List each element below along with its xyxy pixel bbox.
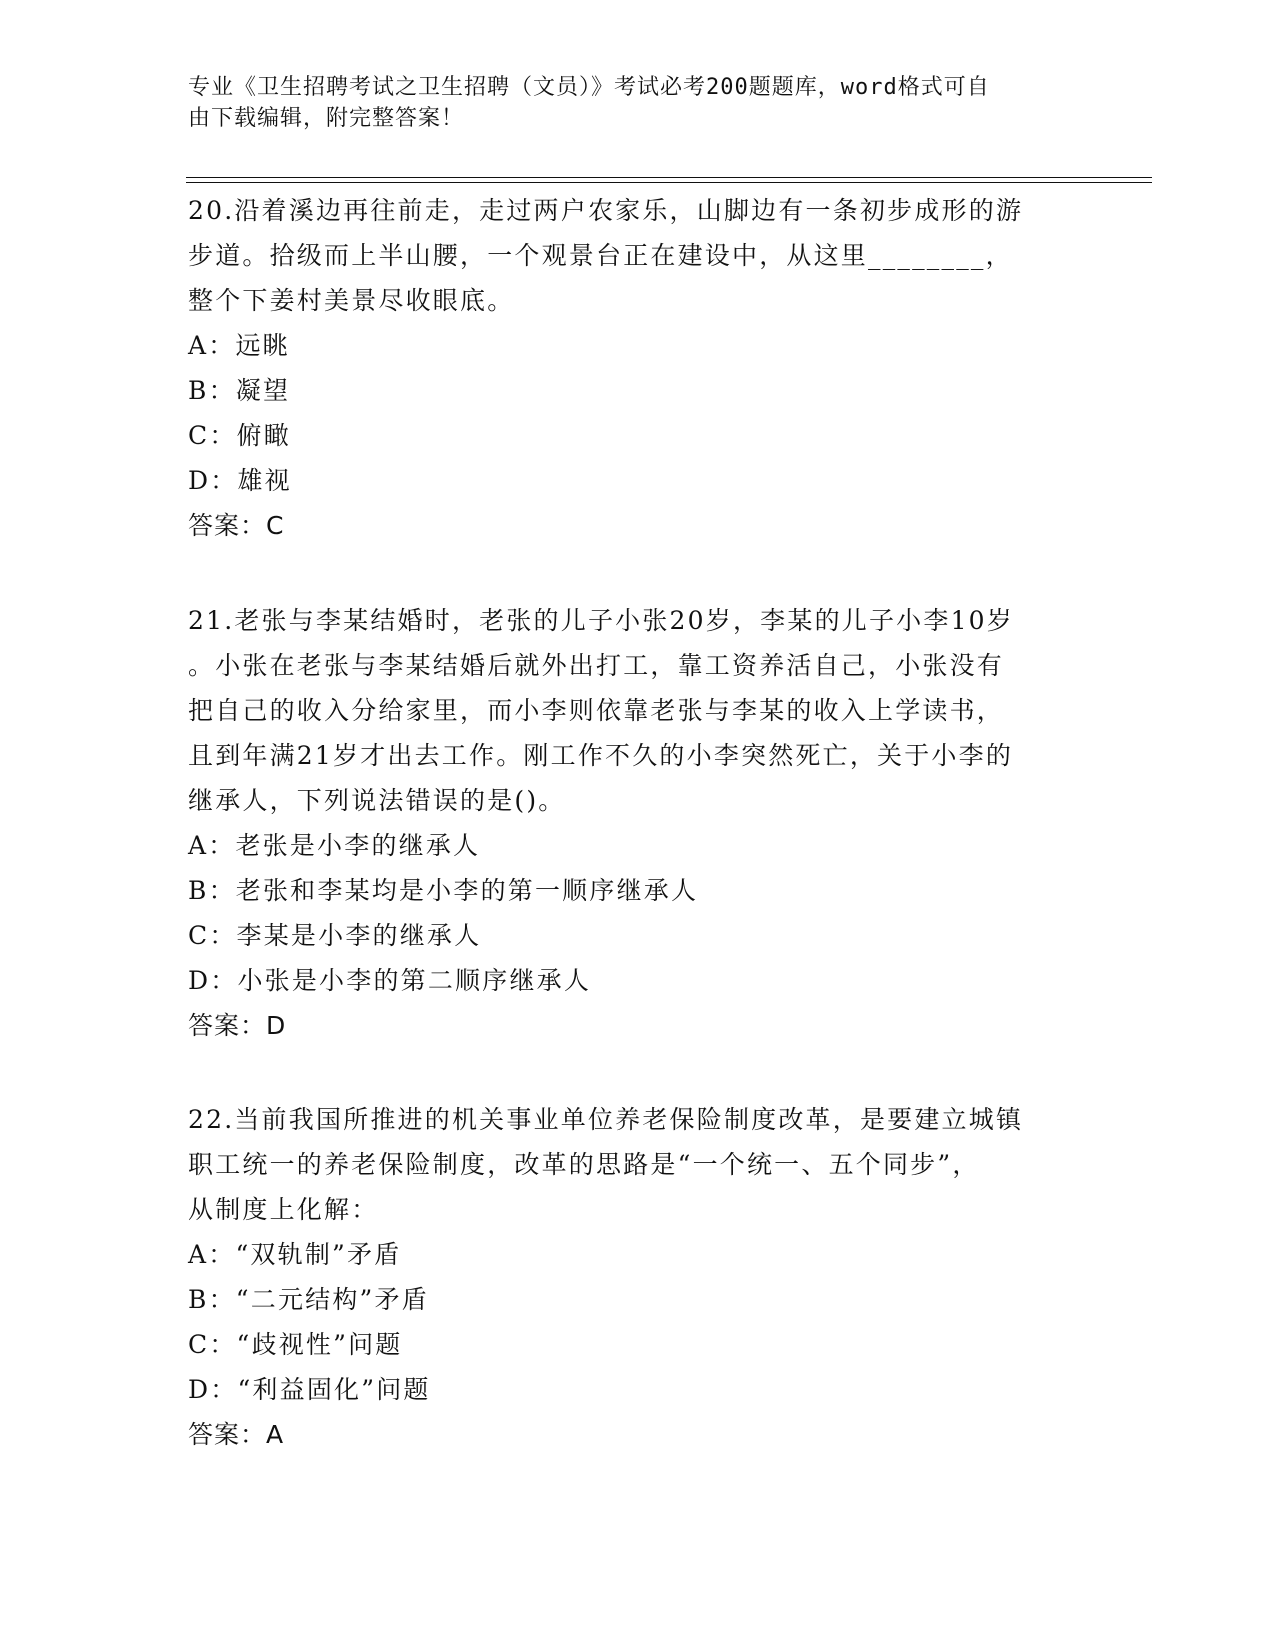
question-20 xyxy=(188,188,1068,548)
question-line: 。小张在老张与李某结婚后就外出打工，靠工资养活自己，小张没有 xyxy=(188,651,1005,680)
header-line-1: 专业《卫生招聘考试之卫生招聘（文员）》考试必考200题题库，word格式可自 xyxy=(188,75,990,100)
answer-line: 答案：C xyxy=(188,511,285,540)
header-divider-bottom xyxy=(186,182,1152,183)
question-line: 从制度上化解： xyxy=(188,1195,379,1224)
question-22 xyxy=(188,1097,1068,1457)
question-line: 且到年满21岁才出去工作。刚工作不久的小李突然死亡，关于小李的 xyxy=(188,741,1014,770)
option-a: A：老张是小李的继承人 xyxy=(188,831,481,860)
option-a: A：远眺 xyxy=(188,331,290,360)
question-line: 步道。拾级而上半山腰，一个观景台正在建设中，从这里________， xyxy=(188,241,1013,270)
question-line: 21.老张与李某结婚时，老张的儿子小张20岁，李某的儿子小李10岁 xyxy=(188,606,1014,635)
option-c: C：“歧视性”问题 xyxy=(188,1330,403,1359)
question-line: 整个下姜村美景尽收眼底。 xyxy=(188,286,515,315)
header-line-2: 由下载编辑，附完整答案！ xyxy=(188,106,465,131)
option-b: B：凝望 xyxy=(188,376,291,405)
option-d: D：小张是小李的第二顺序继承人 xyxy=(188,966,592,995)
option-d: D：“利益固化”问题 xyxy=(188,1375,431,1404)
option-b: B：老张和李某均是小李的第一顺序继承人 xyxy=(188,876,699,905)
question-21 xyxy=(188,598,1068,1048)
answer-line: 答案：D xyxy=(188,1011,287,1040)
question-line: 20.沿着溪边再往前走，走过两户农家乐，山脚边有一条初步成形的游 xyxy=(188,196,1024,225)
question-line: 职工统一的养老保险制度，改革的思路是“一个统一、五个同步”， xyxy=(188,1150,980,1179)
question-line: 把自己的收入分给家里，而小李则依靠老张与李某的收入上学读书， xyxy=(188,696,1005,725)
option-b: B：“二元结构”矛盾 xyxy=(188,1285,429,1314)
document-header xyxy=(188,72,1068,134)
question-line: 22.当前我国所推进的机关事业单位养老保险制度改革，是要建立城镇 xyxy=(188,1105,1024,1134)
option-c: C：李某是小李的继承人 xyxy=(188,921,482,950)
question-line: 继承人，下列说法错误的是()。 xyxy=(188,786,566,815)
option-a: A：“双轨制”矛盾 xyxy=(188,1240,402,1269)
answer-line: 答案：A xyxy=(188,1420,285,1449)
option-c: C：俯瞰 xyxy=(188,421,291,450)
header-divider-top xyxy=(186,177,1152,178)
option-d: D：雄视 xyxy=(188,466,292,495)
